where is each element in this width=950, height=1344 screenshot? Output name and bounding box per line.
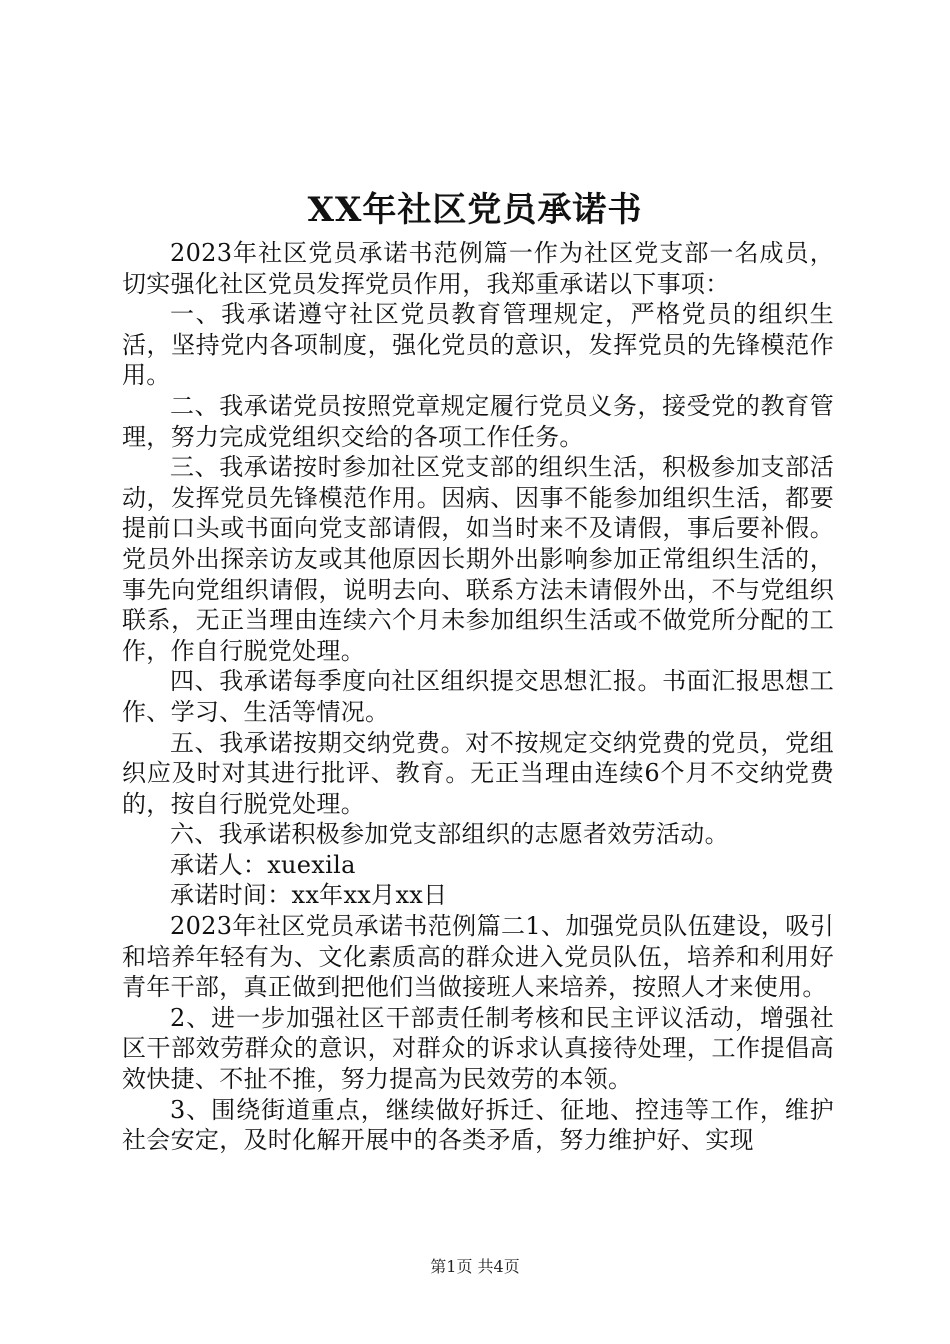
paragraph-intro-2: 2023年社区党员承诺书范例篇二1、加强党员队伍建设，吸引和培养年轻有为、文化素质高的群众进入党员队伍，培养和利用好青年干部，真正做到把他们当做接班人来培养，按照人才来使用。 [122, 912, 834, 1002]
paragraph-item-7: 2、进一步加强社区干部责任制考核和民主评议活动，增强社区干部效劳群众的意识，对群众的诉求认真接待处理，工作提倡高效快捷、不扯不推，努力提高为民效劳的本领。 [122, 1003, 834, 1094]
page-number: 第1页 共4页 [430, 1257, 520, 1276]
paragraph-item-5: 五、我承诺按期交纳党费。对不按规定交纳党费的党员，党组织应及时对其进行批评、教育。无正当理由连续6个月不交纳党费的，按自行脱党处理。 [122, 728, 834, 818]
paragraph-item-8: 3、围绕街道重点，继续做好拆迁、征地、控违等工作，维护社会安定，及时化解开展中的各类矛盾，努力维护好、实现 [122, 1095, 834, 1155]
date-line: 承诺时间：xx年xx月xx日 [170, 881, 448, 910]
signer-line: 承诺人：xuexila [170, 850, 356, 879]
paragraph-item-4: 四、我承诺每季度向社区组织提交思想汇报。书面汇报思想工作、学习、生活等情况。 [122, 667, 834, 726]
paragraph-item-2: 二、我承诺党员按照党章规定履行党员义务，接受党的教育管理，努力完成党组织交给的各项工作任务。 [122, 391, 834, 451]
document-title: XX年社区党员承诺书 [307, 190, 643, 230]
paragraph-intro-1: 2023年社区党员承诺书范例篇一作为社区党支部一名成员，切实强化社区党员发挥党员作用，我郑重承诺以下事项： [122, 239, 834, 298]
paragraph-item-1: 一、我承诺遵守社区党员教育管理规定，严格党员的组织生活，坚持党内各项制度，强化党员的意识，发挥党员的先锋模范作用。 [122, 300, 834, 390]
paragraph-item-3: 三、我承诺按时参加社区党支部的组织生活，积极参加支部活动，发挥党员先锋模范作用。因病、因事不能参加组织生活，都要提前口头或书面向党支部请假，如当时来不及请假，事后要补假。党员外出探亲访友或其他原因长期外出影响参加正常组织生活的，事先向党组织请假，说明去向、联系方法未请假外出，不与党组织联系，无正当理由连续六个月未参加组织生活或不做党所分配的工作，作自行脱党处理。 [122, 453, 834, 665]
paragraph-item-6: 六、我承诺积极参加党支部组织的志愿者效劳活动。 [170, 820, 729, 849]
document-body [122, 238, 834, 1156]
